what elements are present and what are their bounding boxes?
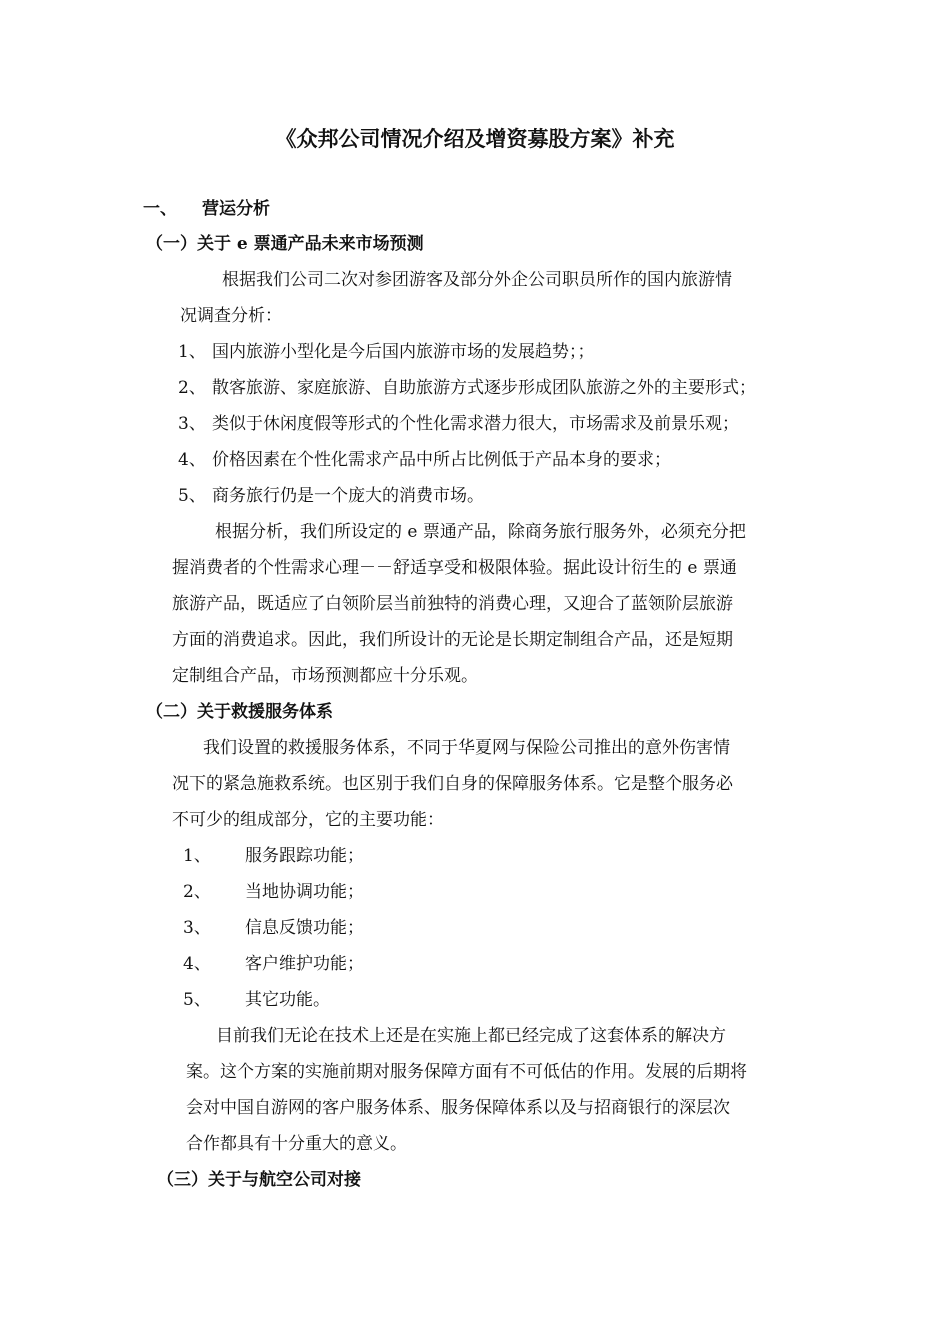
paragraph-line: 根据我们公司二次对参团游客及部分外企公司职员所作的国内旅游情 <box>222 270 732 290</box>
list-item: 信息反馈功能； <box>245 918 364 938</box>
paragraph-line: 会对中国自游网的客户服务体系、服务保障体系以及与招商银行的深层次 <box>186 1098 730 1118</box>
list-item: 服务跟踪功能； <box>245 846 364 866</box>
paragraph-line: 根据分析，我们所设定的 e 票通产品，除商务旅行服务外，必须充分把 <box>215 522 746 542</box>
list-item-number: 2、 <box>183 882 211 902</box>
paragraph-line: 握消费者的个性需求心理－－舒适享受和极限体验。据此设计衍生的 e 票通 <box>172 558 737 578</box>
section-number: 一、 <box>143 199 177 219</box>
paragraph-line: 方面的消费追求。因此，我们所设计的无论是长期定制组合产品，还是短期 <box>172 630 733 650</box>
list-item-number: 5、 <box>183 990 211 1010</box>
document-title: 《众邦公司情况介绍及增资募股方案》补充 <box>275 126 675 151</box>
subsection-heading-3: （三）关于与航空公司对接 <box>157 1170 361 1190</box>
paragraph-line: 旅游产品，既适应了白领阶层当前独特的消费心理，又迎合了蓝领阶层旅游 <box>172 594 733 614</box>
paragraph-line: 目前我们无论在技术上还是在实施上都已经完成了这套体系的解决方 <box>216 1026 726 1046</box>
list-item-number: 4、 <box>178 450 206 470</box>
paragraph-line: 定制组合产品，市场预测都应十分乐观。 <box>172 666 478 686</box>
paragraph-line: 不可少的组成部分，它的主要功能： <box>172 810 444 830</box>
paragraph-line: 合作都具有十分重大的意义。 <box>186 1134 407 1154</box>
section-heading: 营运分析 <box>202 199 270 219</box>
list-item-number: 1、 <box>178 342 206 362</box>
list-item-number: 3、 <box>183 918 211 938</box>
list-item: 其它功能。 <box>245 990 330 1010</box>
paragraph-line: 我们设置的救援服务体系，不同于华夏网与保险公司推出的意外伤害情 <box>203 738 730 758</box>
list-item: 散客旅游、家庭旅游、自助旅游方式逐步形成团队旅游之外的主要形式； <box>212 378 756 398</box>
list-item: 当地协调功能； <box>245 882 364 902</box>
list-item-number: 5、 <box>178 486 206 506</box>
subsection-heading-2: （二）关于救援服务体系 <box>146 702 333 722</box>
list-item: 客户维护功能； <box>245 954 364 974</box>
list-item: 类似于休闲度假等形式的个性化需求潜力很大，市场需求及前景乐观； <box>212 414 739 434</box>
list-item-number: 1、 <box>183 846 211 866</box>
subsection-heading-1: （一）关于 e 票通产品未来市场预测 <box>146 234 424 254</box>
list-item: 商务旅行仍是一个庞大的消费市场。 <box>212 486 484 506</box>
paragraph-line: 况下的紧急施救系统。也区别于我们自身的保障服务体系。它是整个服务必 <box>172 774 733 794</box>
paragraph-line: 案。这个方案的实施前期对服务保障方面有不可低估的作用。发展的后期将 <box>186 1062 747 1082</box>
list-item: 国内旅游小型化是今后国内旅游市场的发展趋势；； <box>212 342 595 362</box>
list-item: 价格因素在个性化需求产品中所占比例低于产品本身的要求； <box>212 450 671 470</box>
paragraph-line: 况调查分析： <box>180 306 282 326</box>
list-item-number: 4、 <box>183 954 211 974</box>
list-item-number: 3、 <box>178 414 206 434</box>
list-item-number: 2、 <box>178 378 206 398</box>
